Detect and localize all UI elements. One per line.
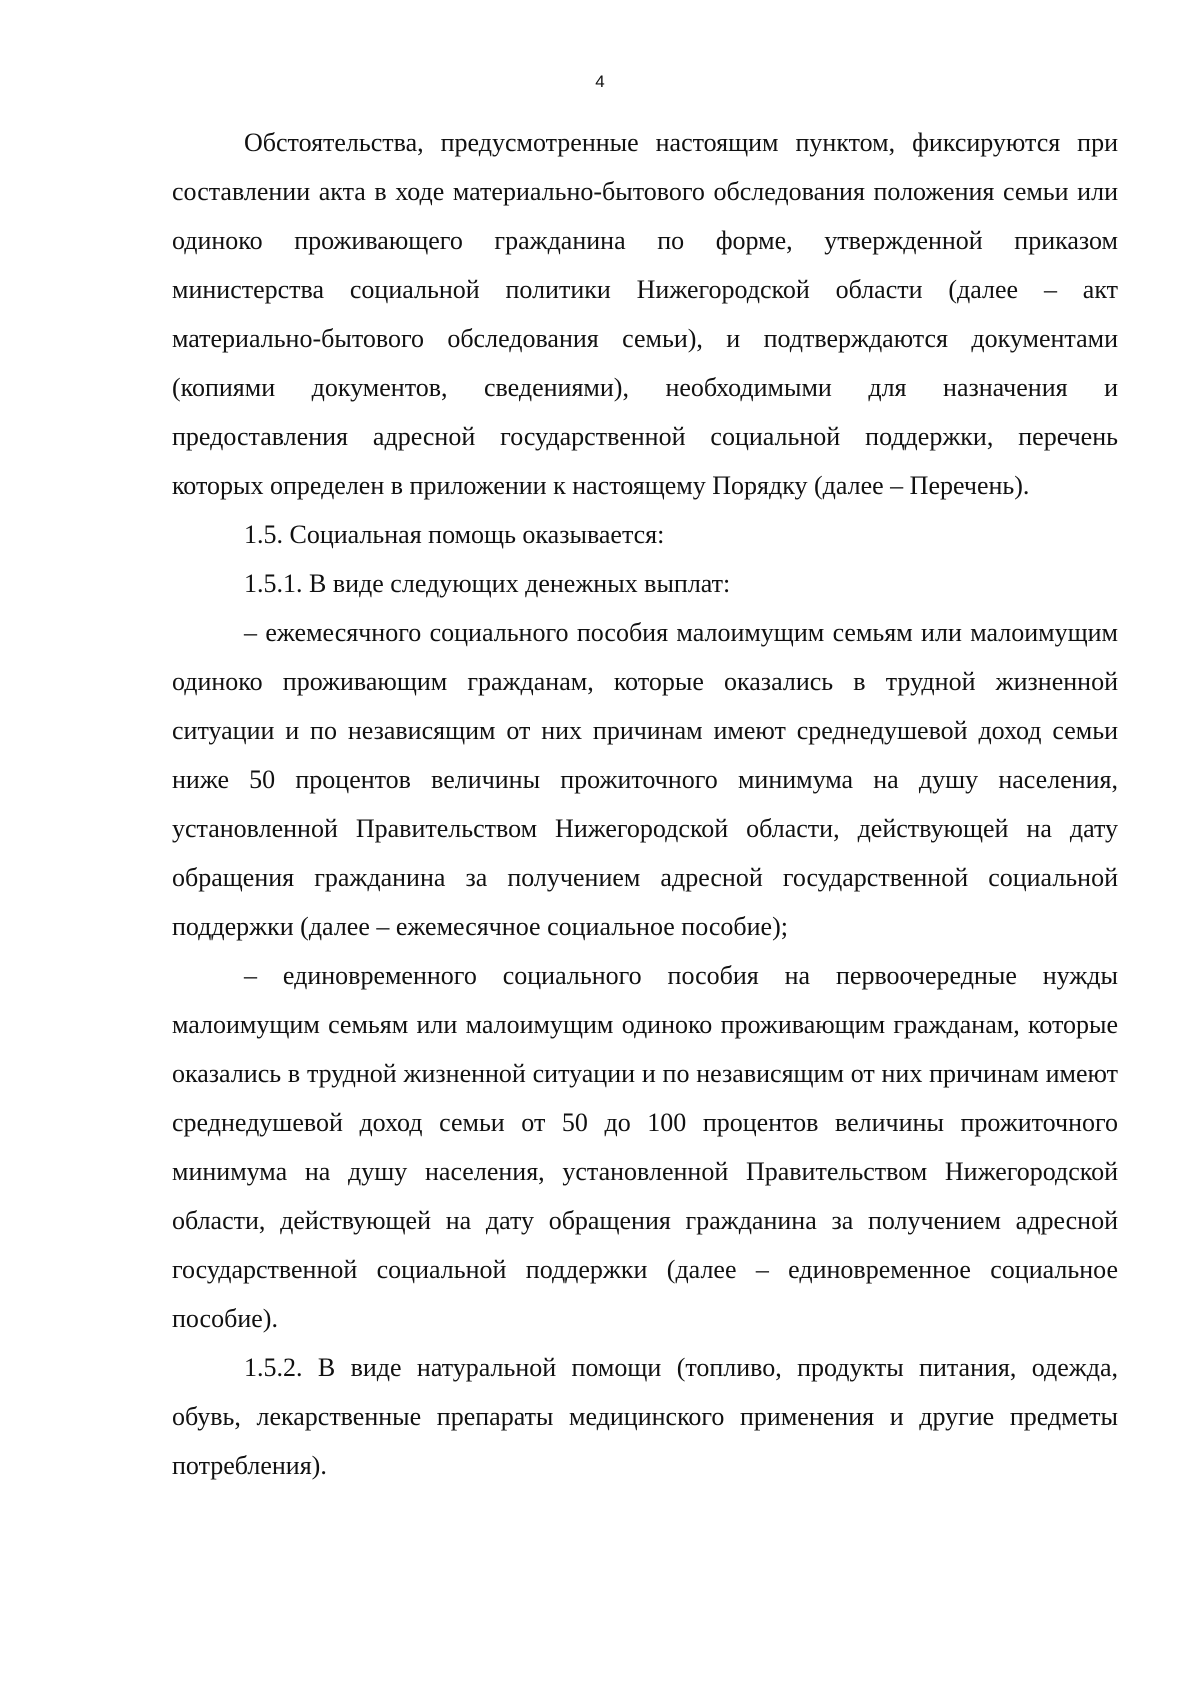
paragraph-1-5-2: 1.5.2. В виде натуральной помощи (топливо, продукты питания, одежда, обувь, лекарственные препараты медицинского применения и другие предметы потребления). [172,1353,1118,1480]
paragraph-1-5-1: 1.5.1. В виде следующих денежных выплат: [244,569,731,598]
paragraph-monthly-benefit: – ежемесячного социального пособия малоимущим семьям или малоимущим одиноко проживающим гражданам, которые оказались в трудной жизненной ситуации и по независящим от них причинам имеют среднедушевой доход семьи ниже 50 процентов величины прожиточного минимума на душу населения, установленной Правительством Нижегородской области, действующей на дату обращения гражданина за получением адресной государственной социальной поддержки (далее – ежемесячное социальное пособие); [172,618,1118,941]
paragraph-circumstances: Обстоятельства, предусмотренные настоящим пунктом, фиксируются при составлении акта в ходе материально-бытового обследования положения семьи или одиноко проживающего гражданина по форме, утвержденной приказом министерства социальной политики Нижегородской области (далее – акт материально-бытового обследования семьи), и подтверждаются документами (копиями документов, сведениями), необходимыми для назначения и предоставления адресной государственной социальной поддержки, перечень которых определен в приложении к настоящему Порядку (далее – Перечень). [172,128,1118,500]
page-number: 4 [595,72,605,91]
paragraph-1-5: 1.5. Социальная помощь оказывается: [244,520,665,549]
paragraph-one-time-benefit: – единовременного социального пособия на первоочередные нужды малоимущим семьям или малоимущим одиноко проживающим гражданам, которые оказались в трудной жизненной ситуации и по независящим от них причинам имеют среднедушевой доход семьи от 50 до 100 процентов величины прожиточного минимума на душу населения, установленной Правительством Нижегородской области, действующей на дату обращения гражданина за получением адресной государственной социальной поддержки (далее – единовременное социальное пособие). [172,961,1118,1333]
document-body [172,118,1118,1490]
